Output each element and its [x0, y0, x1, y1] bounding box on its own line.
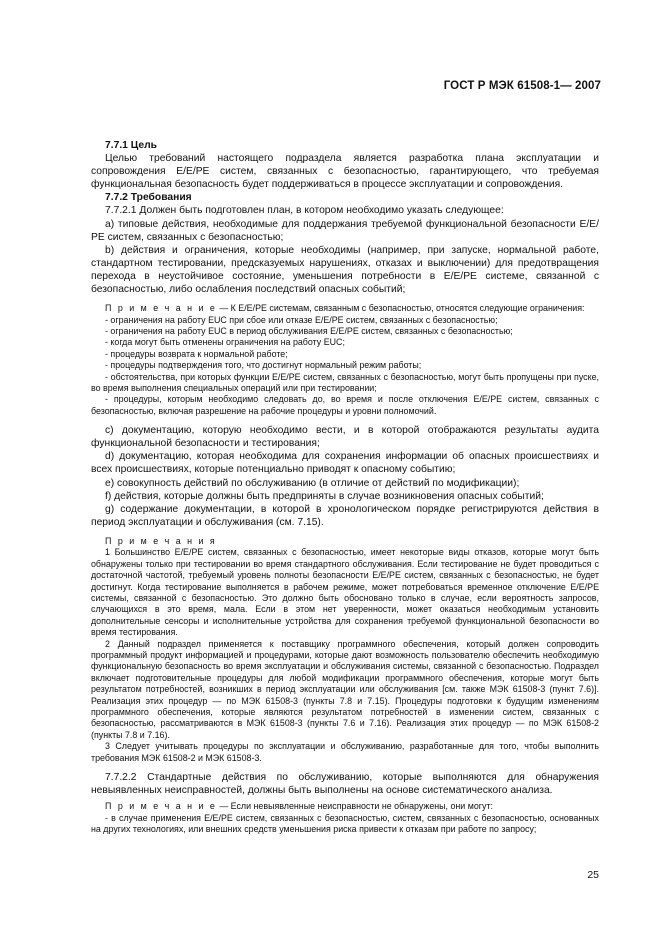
clause-7-7-2-2: 7.7.2.2 Стандартные действия по обслуживанию, которые выполняются для обнаружения невыявленных неисправностей, должны быть выполнены на основе систематического анализа. — [91, 772, 599, 797]
list-item-e: е) совокупность действий по обслуживанию (в отличие от действий по модификации); — [105, 477, 520, 489]
standard-header: ГОСТ Р МЭК 61508-1— 2007 — [443, 80, 601, 92]
note-1-item: - ограничения на работу EUC в период обслуживания Е/Е/РЕ систем, связанных с безопасностью; — [105, 325, 513, 336]
page-content — [91, 139, 599, 835]
clause-7-7-2-1: 7.7.2.1 Должен быть подготовлен план, в котором необходимо указать следующее: — [105, 205, 504, 217]
note-1-label: П р и м е ч а н и е — [105, 303, 217, 314]
list-item-g: g) содержание документации, в которой в хронологическом порядке регистрируются действия в период эксплуатации и обслуживания (см. 7.15). — [91, 503, 599, 528]
section-7-7-1-title: 7.7.1 Цель — [105, 140, 158, 151]
note-1 — [91, 303, 599, 314]
note-1-item: - ограничения на работу EUC при сбое или отказе Е/Е/РЕ систем, связанных с безопасностью; — [105, 314, 498, 325]
note-1-item: - процедуры возврата к нормальной работе; — [105, 348, 288, 359]
list-item-b: b) действия и ограничения, которые необходимы (например, при запуске, нормальной работе, стандартном тестировании, предсказуемых нарушениях, отказах и выключении) для предотвращения перехода в неустойчивое состояние, уменьшения потребности в Е/Е/РЕ системе, связанной с безопасностью, либо ослабления последствий опасных событий; — [91, 244, 599, 296]
list-item-f: f) действия, которые должны быть предприняты в случае возникновения опасных событий; — [105, 490, 544, 502]
note-2-item-1: 1 Большинство Е/Е/РЕ систем, связанных с безопасностью, имеет некоторые виды отказов, которые могут быть обнаружены только при тестировании во время стандартного обслуживания. Если тестирование не будет проводиться с достаточной частотой, требуемый уровень полноты безопасности Е/Е/РЕ систем, связанных с безопасностью, не будет достигнут. Когда тестирование выполняется в рабочем режиме, может потребоваться временное отключение Е/Е/РЕ системы, связанной с безопасностью. Это должно быть обосновано только в случае, если вероятность запросов, случающихся в это время, мала. Если в этом нет уверенности, может оказаться необходимым установить дополнительные сенсоры и исполнительные устройства для сохранения требуемой функциональной безопасности во время тестирования. — [91, 547, 599, 638]
note-2-item-3: 3 Следует учитывать процедуры по эксплуатации и обслуживанию, разработанные для того, чтобы выполнить требования МЭК 61508-2 и МЭК 61508-3. — [91, 741, 599, 763]
note-3-intro: — Если невыявленные неисправности не обнаружены, они могут: — [216, 801, 493, 812]
note-1-item: - обстоятельства, при которых функции Е/Е/РЕ систем, связанных с безопасностью, могут быть пропущены при пуске, во время выполнения специальных операций или при тестировании; — [91, 371, 599, 393]
note-1-item: - процедуры подтверждения того, что достигнут нормальный режим работы; — [105, 360, 422, 371]
note-1-intro: — К Е/Е/РЕ системам, связанным с безопасностью, относятся следующие ограничения: — [216, 303, 585, 314]
note-3-item: - в случае применения Е/Е/РЕ систем, связанных с безопасностью, систем, связанных с безопасностью, основанных на других технологиях, или внешних средств уменьшения риска привести к отказам при работе по запросу; — [91, 812, 599, 835]
note-2-item-2: 2 Данный подраздел применяется к поставщику программного обеспечения, который должен сопроводить программный продукт информацией и процедурами, которые дают возможность пользователю обеспечить необходимую функциональную безопасность во время эксплуатации и обслуживания системы, связанной с безопасностью. Подраздел включает подготовительные процедуры для любой модификации программного обеспечения, которые могут быть результатом потребностей, возникших в период эксплуатации или обслуживания [см. также МЭК 61508-3 (пункт 7.6)]. Реализация этих процедур — по МЭК 61508-3 (пункты 7.8 и 7.15). Процедуры подготовки к будущим изменениям программного обеспечения, которые являются результатом потребностей в изменении систем, связанных с безопасностью, рассматриваются в МЭК 61508-3 (пункты 7.6 и 7.16). Реализация этих процедур — по МЭК 61508-2 (пункты 7.8 и 7.16). — [91, 638, 599, 740]
page-number: 25 — [587, 869, 599, 881]
section-7-7-2-title: 7.7.2 Требования — [105, 192, 192, 204]
note-1-item: - когда могут быть отменены ограничения на работу EUC; — [105, 337, 345, 348]
note-3-label: П р и м е ч а н и е — [105, 801, 217, 812]
list-item-c: с) документацию, которую необходимо вести, и в которой отображаются результаты аудита функциональной безопасности и тестирования; — [91, 425, 599, 450]
list-item-a: а) типовые действия, необходимые для поддержания требуемой функциональной безопасности Е/Е/РЕ систем, связанных с безопасностью; — [91, 218, 599, 243]
list-item-d: d) документацию, которая необходима для сохранения информации об опасных происшествиях и всех происшествиях, которые потенциально приводят к опасному событию; — [91, 451, 599, 476]
note-3 — [91, 801, 599, 812]
note-1-item: - процедуры, которым необходимо следовать до, во время и после отключения Е/Е/РЕ систем, связанных с безопасностью, включая разрешение на рабочие процедуры и уровни полномочий. — [91, 394, 599, 416]
section-7-7-1-text: Целью требований настоящего подраздела является разработка плана эксплуатации и сопровождения Е/Е/РЕ систем, связанных с безопасностью, гарантирующего, что требуемая функциональная безопасность будет поддерживаться в процессе эксплуатации и сопровождения. — [91, 153, 599, 191]
notes-2-label: П р и м е ч а н и я — [105, 535, 217, 546]
